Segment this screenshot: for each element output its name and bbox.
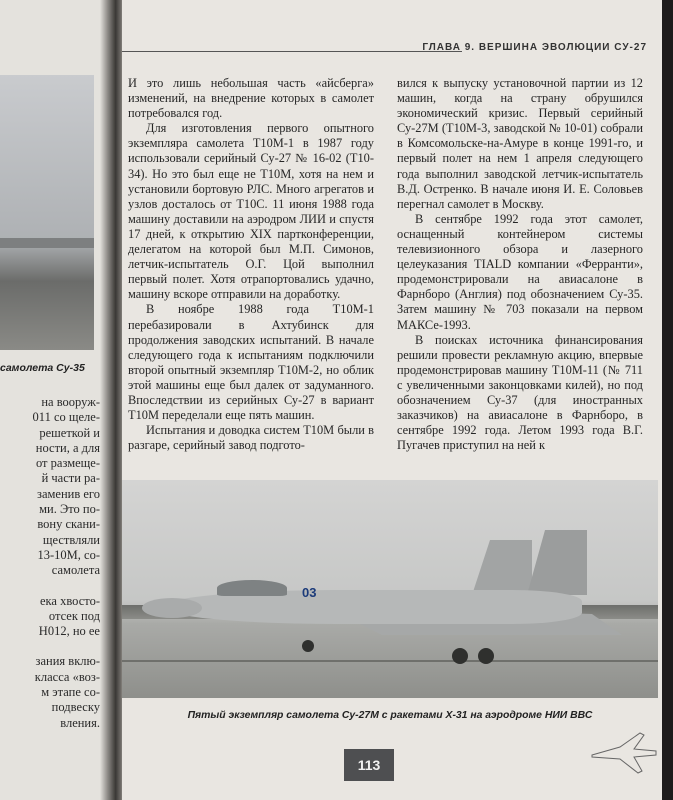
left-page-text-line: самолета bbox=[51, 563, 100, 578]
left-page-text-line: отсек под bbox=[48, 608, 100, 623]
aircraft-nose bbox=[142, 598, 202, 618]
aircraft-canopy bbox=[217, 580, 287, 596]
text-column-left bbox=[128, 76, 374, 453]
paragraph: В сентябре 1992 года этот самолет, оснащенный контейнером системы телевизионного обзора и лазерного целеуказания TIALD компании «Ферранти», продемонстрировали на авиасалоне в Фарнборо (Англия) под обозначением Су-35. Затем машину № 703 показали на первом МАКСе-1993. bbox=[397, 211, 643, 332]
paragraph: В ноябре 1988 года Т10М-1 перебазировали в Ахтубинск для продолжения заводских испытаний. В начале следующего года к испытаниям подключили второй опытный экземпляр Т10М-2, но облик этой машины еще был далек от задуманного. Впоследствии из серийных Су-27 в вариант Т10М переделали еще пять машин. bbox=[128, 302, 374, 423]
photo-caption: Пятый экземпляр самолета Су-27М с ракетами Х-31 на аэродроме НИИ ВВС bbox=[187, 710, 593, 721]
paragraph: вился к выпуску установочной партии из 12 машин, когда на страну обрушился экономический кризис. Первый серийный Су-27М (Т10М-3, заводской № 10-01) собрали в Комсомольске-на-Амуре в конце 1991-го, и первый полет на нем 1 апреля следующего года выполнил заводской летчик-испытатель В.Д. Остренко. В начале июня И. Е. Соловьев перегнал самолет в Москву. bbox=[397, 76, 643, 211]
landing-gear bbox=[478, 648, 494, 664]
left-page-text-line bbox=[0, 579, 100, 594]
left-page-text-line: от размеще- bbox=[35, 456, 100, 471]
left-page-caption: самолета Су-35 bbox=[0, 362, 85, 374]
paragraph: Для изготовления первого опытного экземпляра самолета Т10М-1 в 1987 году использовали серийный Су-27 № 16-02 (Т10-34). Но это был еще не Т10М, хотя на нем и установили бортовую РЛС. Много агрегатов и узлов досталось от Т10С. 11 июня 1988 года машину доставили на аэродром ЛИИ и спустя 17 дней, к открытию XIX партконференции, делегатом на которой был М.П. Симонов, летчик-испытатель О.Г. Цой выполнил первый полет. Хотя отрапортовались удачно, машину вскоре отправили на доработку. bbox=[128, 121, 374, 302]
paragraph: Испытания и доводка систем Т10М были в разгаре, серийный завод подгото- bbox=[128, 423, 374, 453]
left-page-text-line: вону скани- bbox=[37, 517, 100, 532]
tarmac-line bbox=[122, 660, 658, 662]
landing-gear bbox=[452, 648, 468, 664]
running-header-text: ГЛАВА 9. ВЕРШИНА ЭВОЛЮЦИИ СУ-27 bbox=[422, 42, 647, 53]
left-page-text-line: подвеску bbox=[51, 700, 100, 715]
left-page-text-line: ществляли bbox=[42, 532, 100, 547]
left-page-text-line: вления. bbox=[60, 715, 100, 730]
aircraft-tail-fin bbox=[472, 540, 532, 595]
text-column-right bbox=[397, 76, 643, 453]
left-page-text-line: й части ра- bbox=[41, 471, 100, 486]
left-page-text-line: 011 со щеле- bbox=[32, 410, 100, 425]
left-page-text-line: на вооруж- bbox=[41, 395, 100, 409]
landing-gear bbox=[302, 640, 314, 652]
left-page-text-line: ми. Это по- bbox=[39, 502, 100, 517]
left-page-text-line: зания вклю- bbox=[35, 654, 100, 669]
aircraft-tail-fin bbox=[527, 530, 587, 595]
left-page-text bbox=[0, 395, 100, 731]
left-page-text-line: ности, а для bbox=[35, 440, 100, 455]
left-page-text-line: м этапе со- bbox=[41, 685, 100, 700]
aircraft-code: 03 bbox=[302, 585, 317, 600]
header-rule bbox=[122, 51, 462, 52]
paragraph: И это лишь небольшая часть «айсберга» изменений, на внедрение которых в самолет потребовался год. bbox=[128, 76, 374, 121]
left-page-text-line: класса «воз- bbox=[34, 669, 100, 684]
left-page bbox=[0, 0, 110, 800]
left-page-text-line: решеткой и bbox=[39, 425, 100, 440]
left-page-text-line bbox=[0, 639, 100, 654]
aircraft-sketch-icon bbox=[590, 725, 658, 775]
left-page-text-line: ека хвосто- bbox=[40, 593, 100, 608]
left-page-aircraft-silhouette bbox=[0, 238, 94, 248]
right-page bbox=[122, 0, 662, 800]
left-page-text-line: Н012, но ее bbox=[38, 624, 100, 639]
left-page-text-line: 13-10М, со- bbox=[37, 547, 100, 562]
aircraft-photo bbox=[122, 480, 658, 698]
paragraph: В поисках источника финансирования решили провести рекламную акцию, впервые продемонстрировав машину Т10М-11 (№ 711 с увеличенными законцовками килей), но под обозначением Су-37 (для иностранных заказчиков) на авиасалоне в Фарнборо, в сентябре 1992 года. Летом 1993 года В.Г. Пугачев приступил на ней к bbox=[397, 332, 643, 453]
left-page-text-line: заменив его bbox=[37, 486, 100, 501]
page-number: 113 bbox=[344, 749, 394, 781]
left-page-photo bbox=[0, 75, 94, 350]
